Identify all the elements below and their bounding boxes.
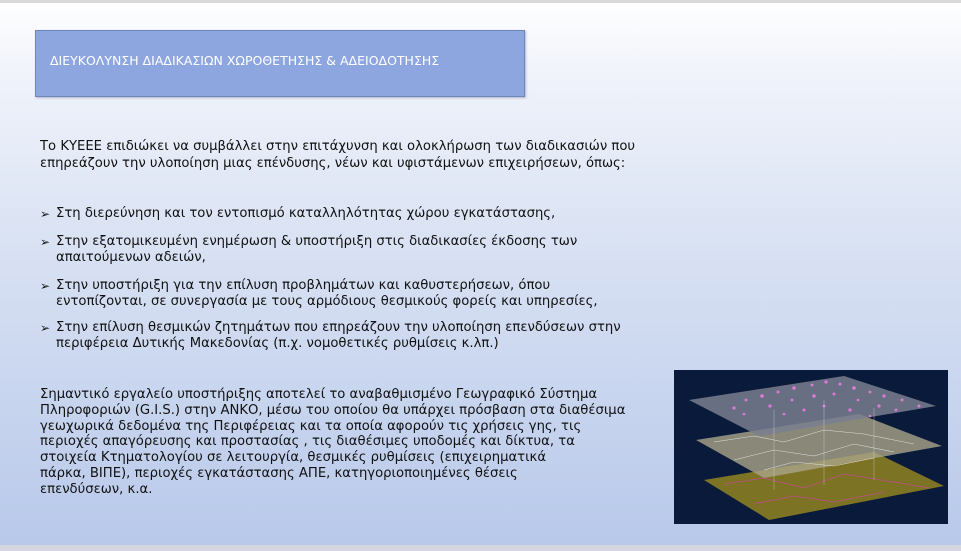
arrow-bullet-icon: ➢	[40, 279, 51, 293]
bullet-text: εντοπίζονται, σε συνεργασία με τους αρμόδιους θεσμικούς φορείς και υπηρεσίες,	[56, 294, 598, 309]
bullet-text: περιφέρεια Δυτικής Μακεδονίας (π.χ. νομοθετικές ρυθμίσεις κ.λπ.)	[56, 336, 499, 351]
bullet-text: Στην επίλυση θεσμικών ζητημάτων που επηρεάζουν την υλοποίηση επενδύσεων στην	[56, 320, 621, 335]
arrow-bullet-icon: ➢	[40, 235, 51, 249]
bullet-text: Στη διερεύνηση και τον εντοπισμό καταλληλότητας χώρου εγκατάστασης,	[56, 206, 556, 221]
closing-line: Σημαντικό εργαλείο υποστήριξης αποτελεί το αναβαθμισμένο Γεωγραφικό Σύστημα	[40, 387, 598, 402]
bullet-item	[40, 320, 621, 352]
title-box	[35, 30, 525, 97]
bullet-text: απαιτούμενων αδειών,	[56, 250, 206, 265]
closing-line: γεωχωρικά δεδομένα της Περιφέρειας και τα οποία αφορούν τις χρήσεις γης, τις	[40, 418, 582, 434]
intro-line: επηρεάζουν την υλοποίηση μιας επένδυσης, νέων και υφιστάμενων επιχειρήσεων, όπως:	[40, 156, 626, 171]
slide-title: ΔΙΕΥΚΟΛΥΝΣΗ ΔΙΑΔΙΚΑΣΙΩΝ ΧΩΡΟΘΕΤΗΣΗΣ & ΑΔΕΙΟΔΟΤΗΣΗΣ	[50, 53, 440, 68]
intro-line: Το ΚΥΕΕΕ επιδιώκει να συμβάλλει στην επιτάχυνση και ολοκλήρωση των διαδικασιών που	[40, 139, 636, 154]
closing-line: επενδύσεων, κ.α.	[40, 481, 153, 497]
closing-line: στοιχεία Κτηματολογίου σε λειτουργία, θεσμικές ρυθμίσεις (επιχειρηματικά	[40, 450, 547, 466]
arrow-bullet-icon: ➢	[40, 207, 51, 221]
bullet-item	[40, 206, 555, 222]
bottom-divider	[0, 545, 961, 551]
closing-line: πάρκα, ΒΙΠΕ), περιοχές εγκατάστασης ΑΠΕ, κατηγοριοποιημένες θέσεις	[40, 465, 518, 481]
closing-line: Πληροφοριών (G.I.S.) στην ΑΝΚΟ, μέσω του οποίου θα υπάρχει πρόσβαση στα διαθέσιμα	[40, 402, 626, 418]
bullet-text: Στην υποστήριξη για την επίλυση προβλημάτων και καθυστερήσεων, όπου	[56, 278, 551, 293]
closing-paragraph	[40, 387, 665, 498]
intro-paragraph	[40, 138, 700, 172]
closing-line: περιοχές απαγόρευσης και προστασίας , τις διαθέσιμες υποδομές και δίκτυα, τα	[40, 434, 575, 450]
bullet-item	[40, 278, 598, 310]
top-divider	[0, 0, 961, 3]
gis-layers-image	[674, 370, 948, 524]
bullet-item	[40, 234, 577, 266]
arrow-bullet-icon: ➢	[40, 321, 51, 335]
bullet-text: Στην εξατομικευμένη ενημέρωση & υποστήριξη στις διαδικασίες έκδοσης των	[56, 234, 578, 249]
